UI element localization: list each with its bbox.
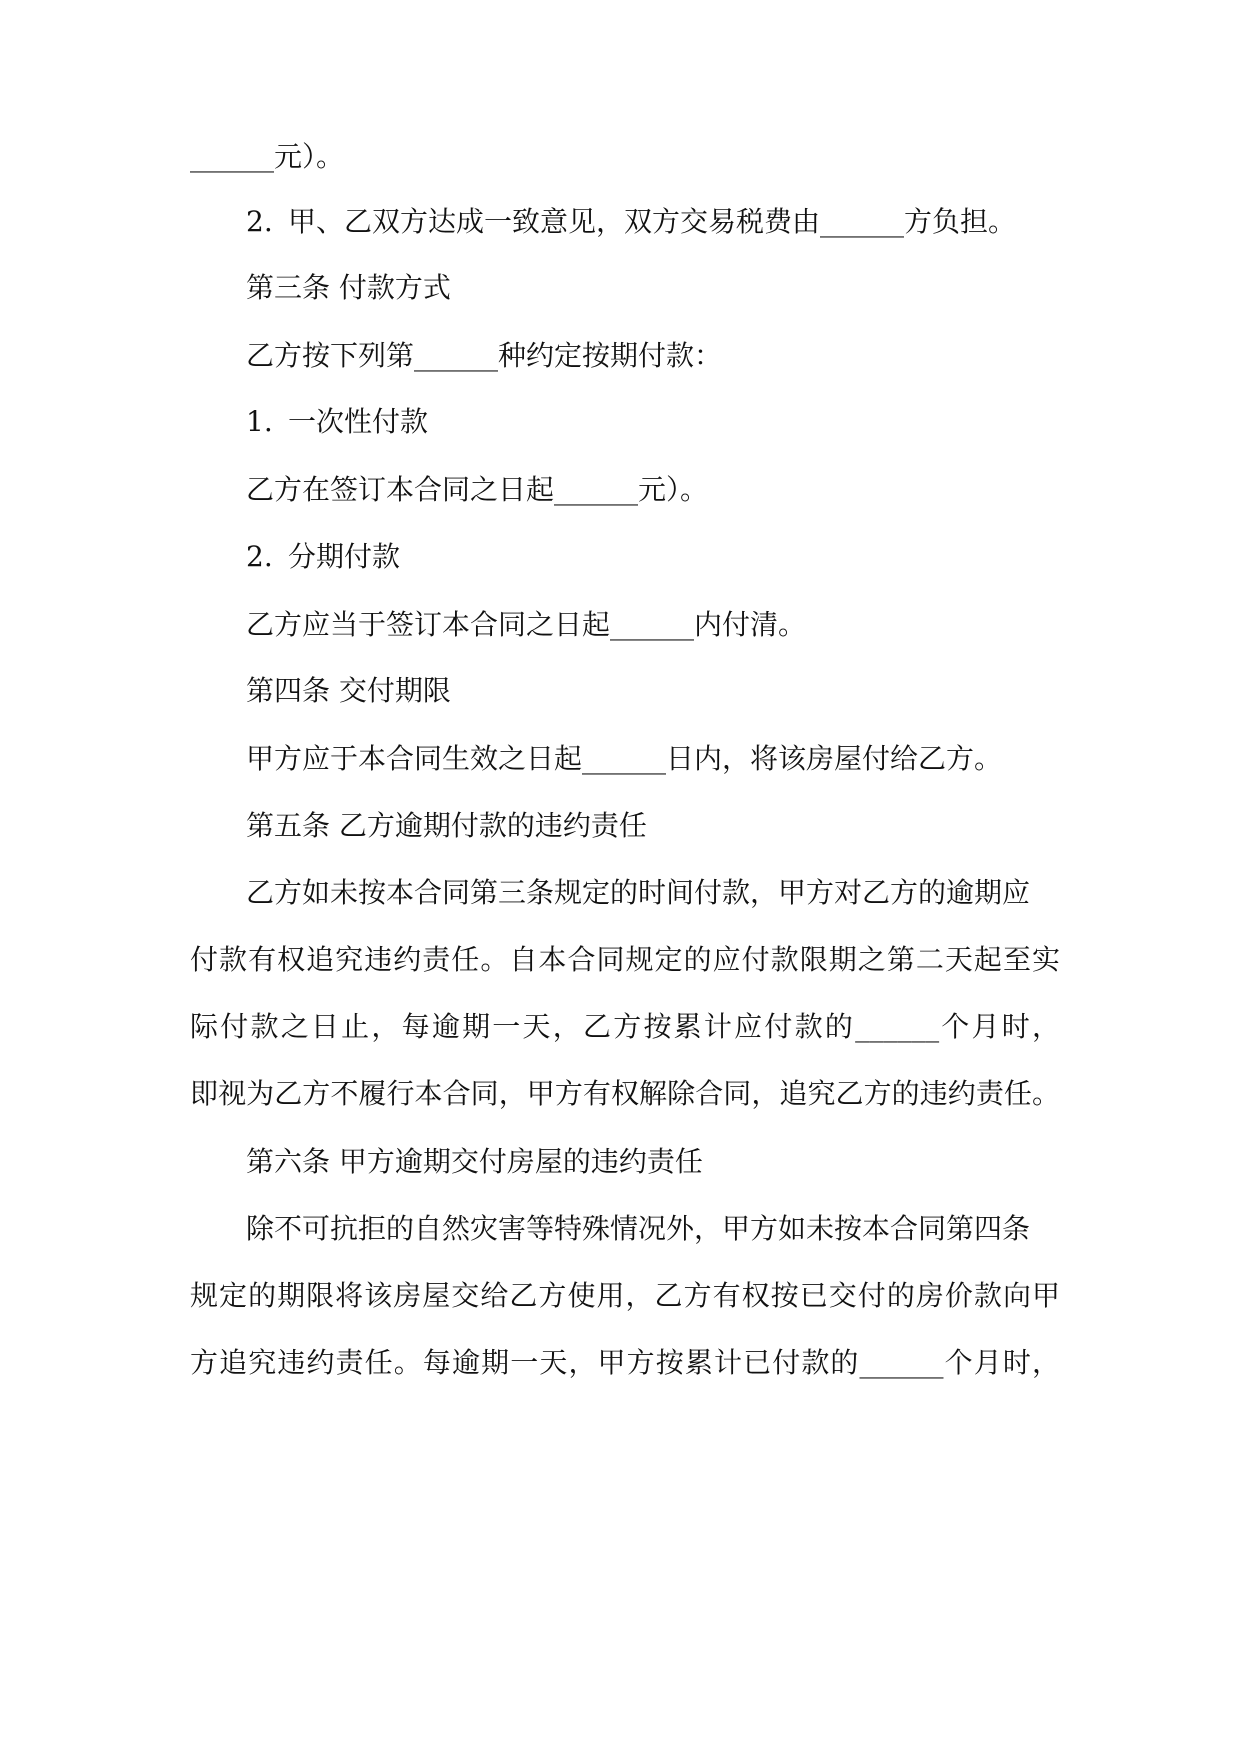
article-heading: 第五条 乙方逾期付款的违约责任 bbox=[246, 809, 647, 842]
paragraph-line: 方追究违约责任。每逾期一天，甲方按累计已付款的______个月时， bbox=[190, 1346, 1060, 1379]
text-line: 乙方应当于签订本合同之日起______内付清。 bbox=[246, 608, 807, 641]
numbered-item bbox=[246, 537, 1116, 577]
item-text: 一次性付款 bbox=[288, 405, 429, 438]
item-number: 1. bbox=[246, 405, 273, 438]
text-line: ______元）。 bbox=[190, 140, 345, 173]
paragraph-line: 际付款之日止，每逾期一天，乙方按累计应付款的______个月时， bbox=[190, 1010, 1060, 1043]
text-line: 乙方按下列第______种约定按期付款： bbox=[246, 339, 723, 372]
item-text: 分期付款 bbox=[288, 540, 401, 573]
article-heading: 第三条 付款方式 bbox=[246, 271, 451, 304]
item-number: 2. bbox=[246, 205, 273, 238]
item-number: 2. bbox=[246, 540, 273, 573]
numbered-item bbox=[246, 402, 1116, 442]
paragraph-line: 即视为乙方不履行本合同，甲方有权解除合同，追究乙方的违约责任。 bbox=[190, 1077, 1060, 1110]
numbered-item bbox=[246, 202, 1116, 242]
paragraph-line: 规定的期限将该房屋交给乙方使用，乙方有权按已交付的房价款向甲 bbox=[190, 1279, 1060, 1312]
text-line: 甲方应于本合同生效之日起______日内，将该房屋付给乙方。 bbox=[246, 742, 1003, 775]
text-line: 乙方在签订本合同之日起______元）。 bbox=[246, 473, 709, 506]
item-text: 甲、乙双方达成一致意见，双方交易税费由______方负担。 bbox=[288, 205, 1017, 238]
article-heading: 第六条 甲方逾期交付房屋的违约责任 bbox=[246, 1145, 703, 1178]
paragraph-line: 除不可抗拒的自然灾害等特殊情况外，甲方如未按本合同第四条 bbox=[246, 1212, 1031, 1245]
article-heading: 第四条 交付期限 bbox=[246, 674, 451, 707]
paragraph-line: 付款有权追究违约责任。自本合同规定的应付款限期之第二天起至实 bbox=[190, 943, 1060, 976]
paragraph-line: 乙方如未按本合同第三条规定的时间付款，甲方对乙方的逾期应 bbox=[246, 876, 1031, 909]
